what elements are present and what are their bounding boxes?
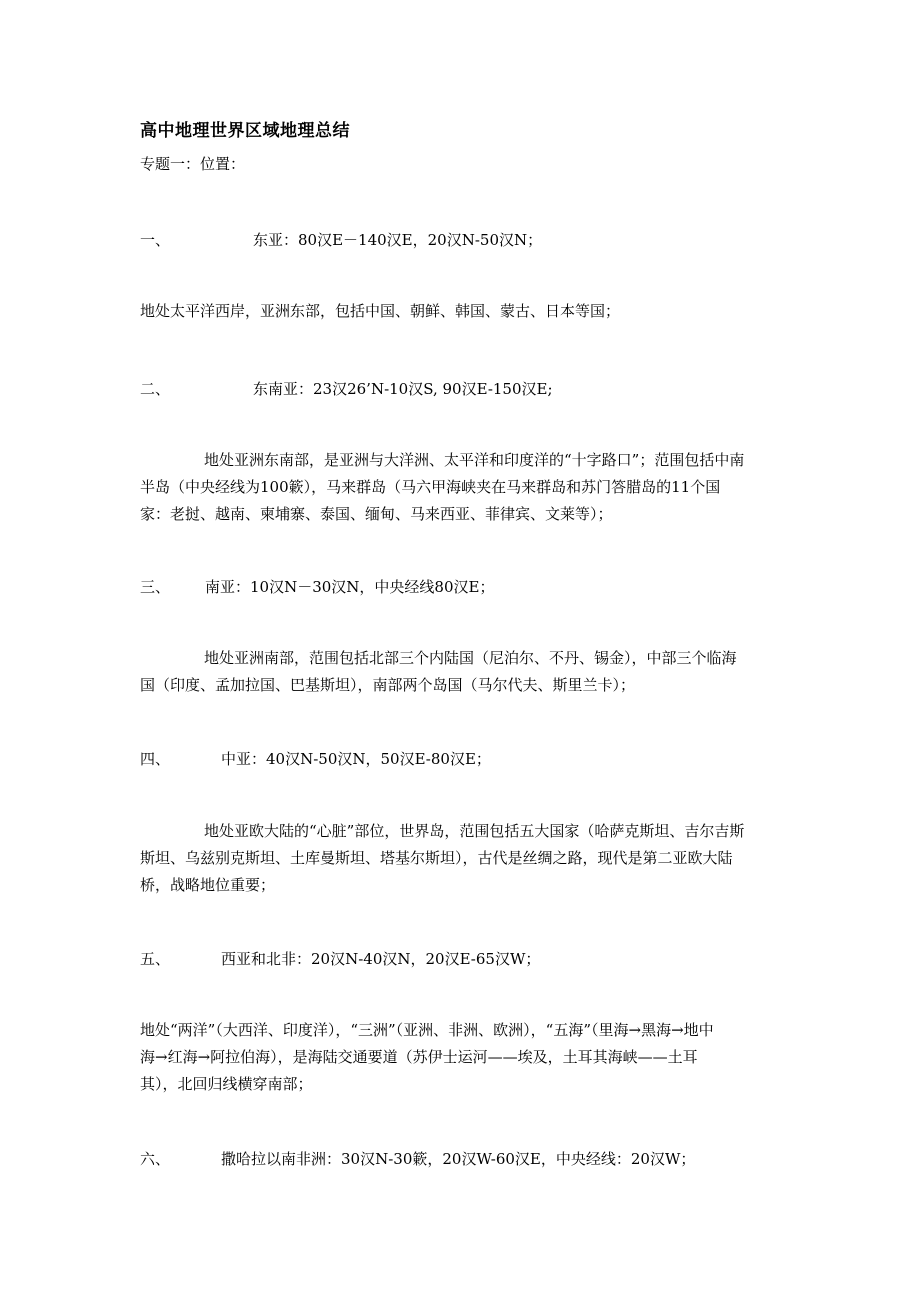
section-paragraph-3	[140, 645, 790, 699]
section-paragraph-4	[140, 818, 790, 899]
section-heading-1	[140, 229, 543, 250]
section-heading-text: 东南亚：23汉26’N-10汉S, 90汉E-150汉E;	[253, 380, 553, 398]
paragraph-line: 半岛（中央经线为100簌），马来群岛（马六甲海峡夹在马来群岛和苏门答腊岛的11个国	[140, 478, 721, 496]
section-number: 一、	[140, 231, 171, 249]
section-heading-3	[140, 576, 495, 597]
paragraph-line: 桥，战略地位重要；	[140, 876, 276, 894]
section-heading-text: 南亚：10汉N－30汉N，中央经线80汉E；	[205, 578, 495, 596]
paragraph-line: 地处亚欧大陆的“心脏”部位，世界岛，范围包括五大国家（哈萨克斯坦、吉尔吉斯	[204, 822, 745, 840]
paragraph-line: 国（印度、孟加拉国、巴基斯坦），南部两个岛国（马尔代夫、斯里兰卡）；	[140, 676, 636, 694]
section-heading-6	[140, 1148, 696, 1169]
paragraph-line: 地处亚洲南部，范围包括北部三个内陆国（尼泊尔、不丹、锡金），中部三个临海	[204, 649, 737, 667]
section-paragraph-2	[140, 447, 790, 528]
section-heading-text: 中亚：40汉N-50汉N，50汉E-80汉E；	[221, 750, 491, 768]
paragraph-line: 家：老挝、越南、柬埔寨、泰国、缅甸、马来西亚、菲律宾、文莱等）；	[140, 505, 613, 523]
page-title: 高中地理世界区域地理总结	[140, 121, 350, 141]
section-number: 五、	[140, 950, 171, 968]
section-number: 二、	[140, 380, 171, 398]
paragraph-line: 其），北回归线横穿南部；	[140, 1075, 313, 1093]
paragraph-line: 地处“两洋”（大西洋、印度洋），“三洲”（亚洲、非洲、欧洲），“五海”（里海→黑海→地中	[140, 1021, 714, 1039]
paragraph-line: 斯坦、乌兹别克斯坦、土库曼斯坦、塔基尔斯坦），古代是丝绸之路，现代是第二亚欧大陆	[140, 849, 733, 867]
paragraph-line: 海→红海→阿拉伯海），是海陆交通要道（苏伊士运河——埃及，土耳其海峡——土耳	[140, 1048, 698, 1066]
section-heading-text: 东亚：80汉E－140汉E，20汉N-50汉N；	[253, 231, 543, 249]
paragraph-line: 地处亚洲东南部，是亚洲与大洋洲、太平洋和印度洋的“十字路口”；范围包括中南	[204, 451, 745, 469]
section-heading-4	[140, 748, 491, 769]
section-number: 三、	[140, 578, 171, 596]
section-paragraph-1	[140, 298, 790, 325]
section-heading-text: 西亚和北非：20汉N-40汉N，20汉E-65汉W；	[221, 950, 541, 968]
section-subtitle: 专题一：位置：	[140, 155, 246, 173]
section-paragraph-5	[140, 1017, 790, 1098]
section-number: 四、	[140, 750, 171, 768]
paragraph-line: 地处太平洋西岸，亚洲东部，包括中国、朝鲜、韩国、蒙古、日本等国；	[140, 302, 621, 320]
section-heading-text: 撒哈拉以南非洲：30汉N-30簌，20汉W-60汉E，中央经线：20汉W；	[221, 1150, 696, 1168]
section-number: 六、	[140, 1150, 171, 1168]
section-heading-2	[140, 378, 553, 399]
section-heading-5	[140, 948, 541, 969]
